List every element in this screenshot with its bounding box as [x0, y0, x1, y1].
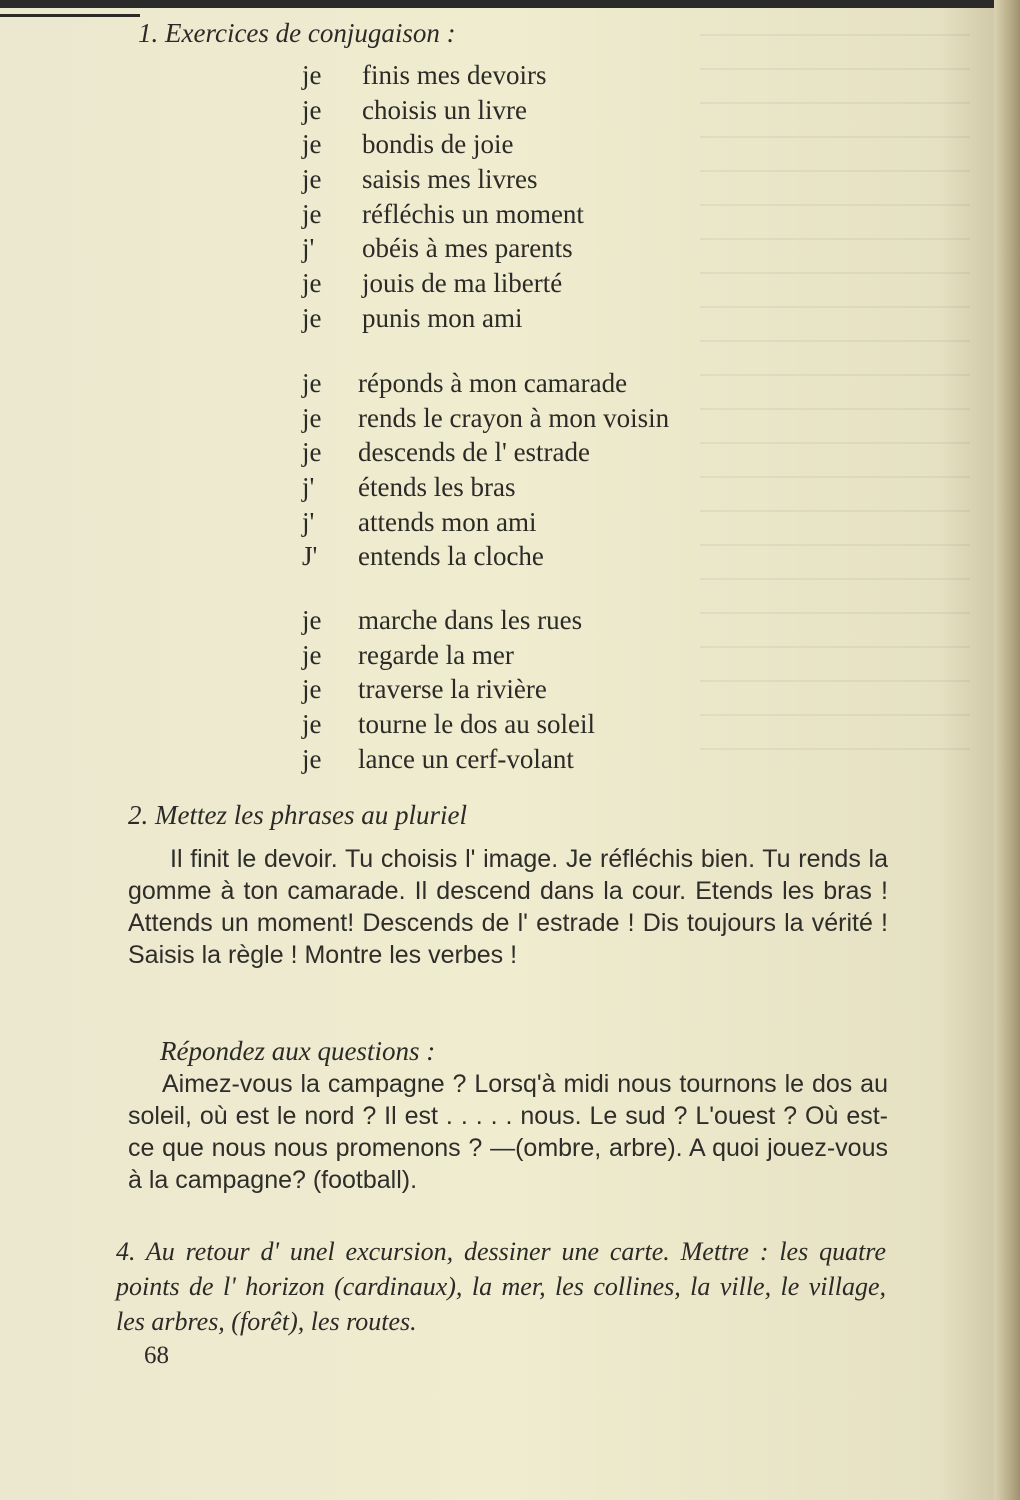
corner-rule	[0, 14, 140, 17]
pronoun: j'	[302, 233, 315, 264]
exercise-1-heading: 1. Exercices de conjugaison :	[138, 18, 456, 48]
conjugation-row	[302, 505, 669, 540]
verb-phrase: traverse la rivière	[358, 674, 547, 705]
book-spine	[994, 0, 1020, 1500]
verb-phrase: jouis de ma liberté	[362, 268, 563, 299]
conjugation-row	[302, 266, 584, 301]
pronoun: je	[302, 639, 322, 670]
pronoun: je	[302, 368, 322, 398]
conjugation-row	[302, 672, 595, 707]
page-number: 68	[144, 1342, 169, 1369]
scan-top-edge	[0, 0, 1020, 8]
exercise-3-text: Aimez-vous la campagne ? Lorsq'à midi nous tournons le dos au soleil, où est le nord ? Il est . . . . . nous. Le sud ? L'ouest ? Où est-ce que nous nous promenons ? —(ombre, arbre). A quoi jouez-vous à la campagne? (football).	[128, 1070, 888, 1194]
pronoun: J'	[302, 541, 318, 572]
verb-phrase: réfléchis un moment	[362, 198, 584, 229]
conjugation-row	[302, 603, 595, 638]
exercise-4-text: 4. Au retour d' unel excursion, dessiner une carte. Mettre : les quatre points de l' horizon (cardinaux), la mer, les collines, la ville, le village, les arbres, (forêt), les routes.	[116, 1237, 886, 1336]
conjugation-row	[302, 742, 595, 777]
exercise-3-heading: Répondez aux questions :	[160, 1036, 436, 1066]
verb-phrase: attends mon ami	[358, 506, 537, 537]
conjugation-row	[302, 539, 669, 574]
conjugation-row	[302, 301, 584, 336]
pronoun: je	[302, 164, 322, 195]
conjugation-group-3	[302, 603, 595, 776]
verb-phrase: rends le crayon à mon voisin	[358, 402, 670, 433]
verb-phrase: étends les bras	[358, 472, 516, 503]
conjugation-row	[302, 435, 669, 470]
conjugation-row	[302, 197, 584, 232]
verb-phrase: descends de l' estrade	[358, 437, 591, 468]
verb-phrase: marche dans les rues	[358, 605, 583, 635]
pronoun: je	[302, 402, 322, 433]
conjugation-row	[302, 58, 584, 93]
conjugation-row	[302, 366, 669, 401]
bleed-through	[700, 30, 970, 750]
pronoun: je	[302, 743, 322, 774]
conjugation-row	[302, 93, 584, 128]
conjugation-group-1	[302, 58, 584, 336]
conjugation-row	[302, 127, 584, 162]
verb-phrase: lance un cerf-volant	[358, 743, 574, 774]
verb-phrase: punis mon ami	[362, 302, 523, 333]
verb-phrase: saisis mes livres	[362, 164, 538, 195]
pronoun: j'	[302, 472, 315, 503]
verb-phrase: bondis de joie	[362, 129, 514, 160]
verb-phrase: obéis à mes parents	[362, 233, 573, 264]
pronoun: je	[302, 674, 322, 705]
conjugation-row	[302, 707, 595, 742]
pronoun: je	[302, 198, 322, 229]
conjugation-row	[302, 162, 584, 197]
conjugation-row	[302, 231, 584, 266]
exercise-2-text: Il finit le devoir. Tu choisis l' image. Je réfléchis bien. Tu rends la gomme à ton camarade. Il descend dans la cour. Etends les bras ! Attends un moment! Descends de l' estrade ! Dis toujours la vérité ! Saisis la règle ! Montre les verbes !	[128, 845, 888, 969]
conjugation-row	[302, 401, 669, 436]
pronoun: je	[302, 605, 322, 635]
verb-phrase: réponds à mon camarade	[358, 368, 628, 398]
pronoun: je	[302, 709, 322, 740]
verb-phrase: regarde la mer	[358, 639, 514, 670]
pronoun: je	[302, 94, 322, 125]
pronoun: j'	[302, 506, 315, 537]
verb-phrase: tourne le dos au soleil	[358, 709, 595, 740]
pronoun: je	[302, 437, 322, 468]
verb-phrase: entends la cloche	[358, 541, 544, 572]
conjugation-row	[302, 638, 595, 673]
exercise-2-heading: 2. Mettez les phrases au pluriel	[128, 800, 467, 830]
conjugation-group-2	[302, 366, 669, 574]
pronoun: je	[302, 268, 322, 299]
verb-phrase: finis mes devoirs	[362, 60, 547, 90]
verb-phrase: choisis un livre	[362, 94, 527, 125]
pronoun: je	[302, 302, 322, 333]
pronoun: je	[302, 60, 322, 90]
pronoun: je	[302, 129, 322, 160]
conjugation-row	[302, 470, 669, 505]
